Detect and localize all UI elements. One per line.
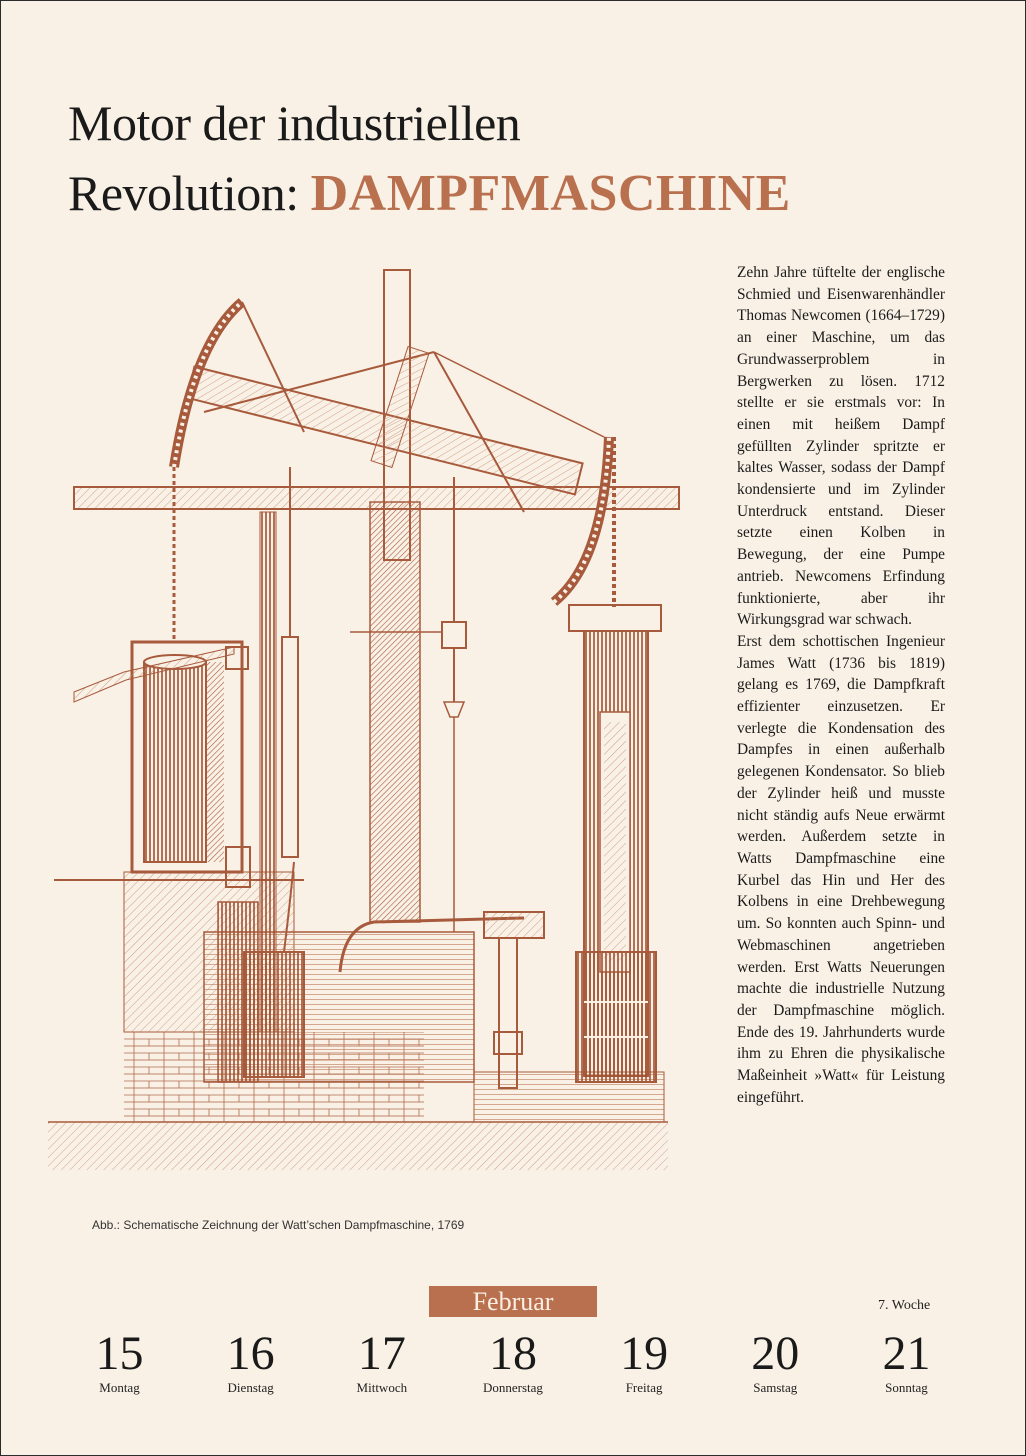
ground — [48, 1122, 668, 1170]
day-number: 19 — [620, 1327, 669, 1380]
day-name: Sonntag — [885, 1380, 928, 1395]
title-line-2 — [68, 158, 968, 229]
day-name: Donnerstag — [483, 1380, 543, 1395]
title-prefix: Revolution: — [68, 165, 299, 221]
title-line-1: Motor der industriellen — [68, 95, 521, 151]
day-name: Freitag — [625, 1380, 663, 1395]
day-name: Montag — [99, 1380, 140, 1395]
day-thursday — [447, 1326, 578, 1406]
page-title — [68, 88, 968, 229]
week-days — [54, 1326, 972, 1406]
day-name: Samstag — [753, 1380, 798, 1395]
steam-engine-illustration — [44, 262, 684, 1202]
article-text — [737, 262, 945, 1108]
day-number: 17 — [357, 1327, 406, 1380]
day-name: Mittwoch — [356, 1380, 408, 1395]
day-name: Dienstag — [227, 1380, 274, 1395]
pump-rod — [499, 938, 517, 1088]
day-tuesday — [185, 1326, 316, 1406]
day-sunday — [841, 1326, 972, 1406]
day-friday — [579, 1326, 710, 1406]
figure-caption: Abb.: Schematische Zeichnung der Watt’schen Dampfmaschine, 1769 — [92, 1218, 465, 1232]
day-saturday — [710, 1326, 841, 1406]
paragraph-2: Erst dem schottischen Ingenieur James Watt (1736 bis 1819) gelang es 1769, die Dampfkraft effizienter einzusetzen. Er verlegte die Kondensation des Dampfes in einen außerhalb gelegenen Kondensator. So blieb der Zylinder heiß und musste nicht ständig aufs Neue erwärmt werden. Außerdem setzte in Watts Dampfmaschine eine Kurbel das Hin und Her des Kolbens in eine Drehbewegung um. So konnten auch Spinn- und Webmaschinen angetrieben werden. Erst Watts Neuerungen machte die industrielle Nutzung der Dampfmaschine möglich. Ende des 19. Jahrhunderts wurde ihm zu Ehren die physikalische Maßeinheit »Watt« für Leistung eingeführt. — [737, 632, 945, 1106]
day-number: 15 — [95, 1327, 144, 1380]
day-number: 20 — [751, 1327, 800, 1380]
title-accent: DAMPFMASCHINE — [310, 165, 791, 222]
crossbeam — [74, 487, 679, 509]
pump-cylinder-top — [569, 605, 661, 631]
day-number: 21 — [882, 1327, 931, 1380]
paragraph-1: Zehn Jahre tüftelte der englische Schmied und Eisenwarenhändler Thomas Newcomen (1664–1729) an einer Maschine, um das Grundwasserproblem in Bergwerken zu lösen. 1712 stellte er sie erstmals vor: In einen mit heißem Dampf gefüllten Zylinder spritzte er kaltes Wasser, sodass der Dampf kondensierte und im Zylinder Unterdruck entstand. Dieser setzte einen Kolben in Bewegung, der eine Pumpe antrieb. Newcomens Erfindung funktionierte, aber ihr Wirkungsgrad war schwach. — [737, 264, 945, 629]
day-number: 18 — [488, 1327, 537, 1380]
week-label: 7. Woche — [878, 1298, 931, 1313]
day-number: 16 — [226, 1327, 275, 1380]
day-wednesday — [316, 1326, 447, 1406]
day-monday — [54, 1326, 185, 1406]
condenser — [244, 952, 304, 1077]
month-label: Februar — [429, 1286, 597, 1317]
steam-cylinder — [144, 662, 206, 862]
